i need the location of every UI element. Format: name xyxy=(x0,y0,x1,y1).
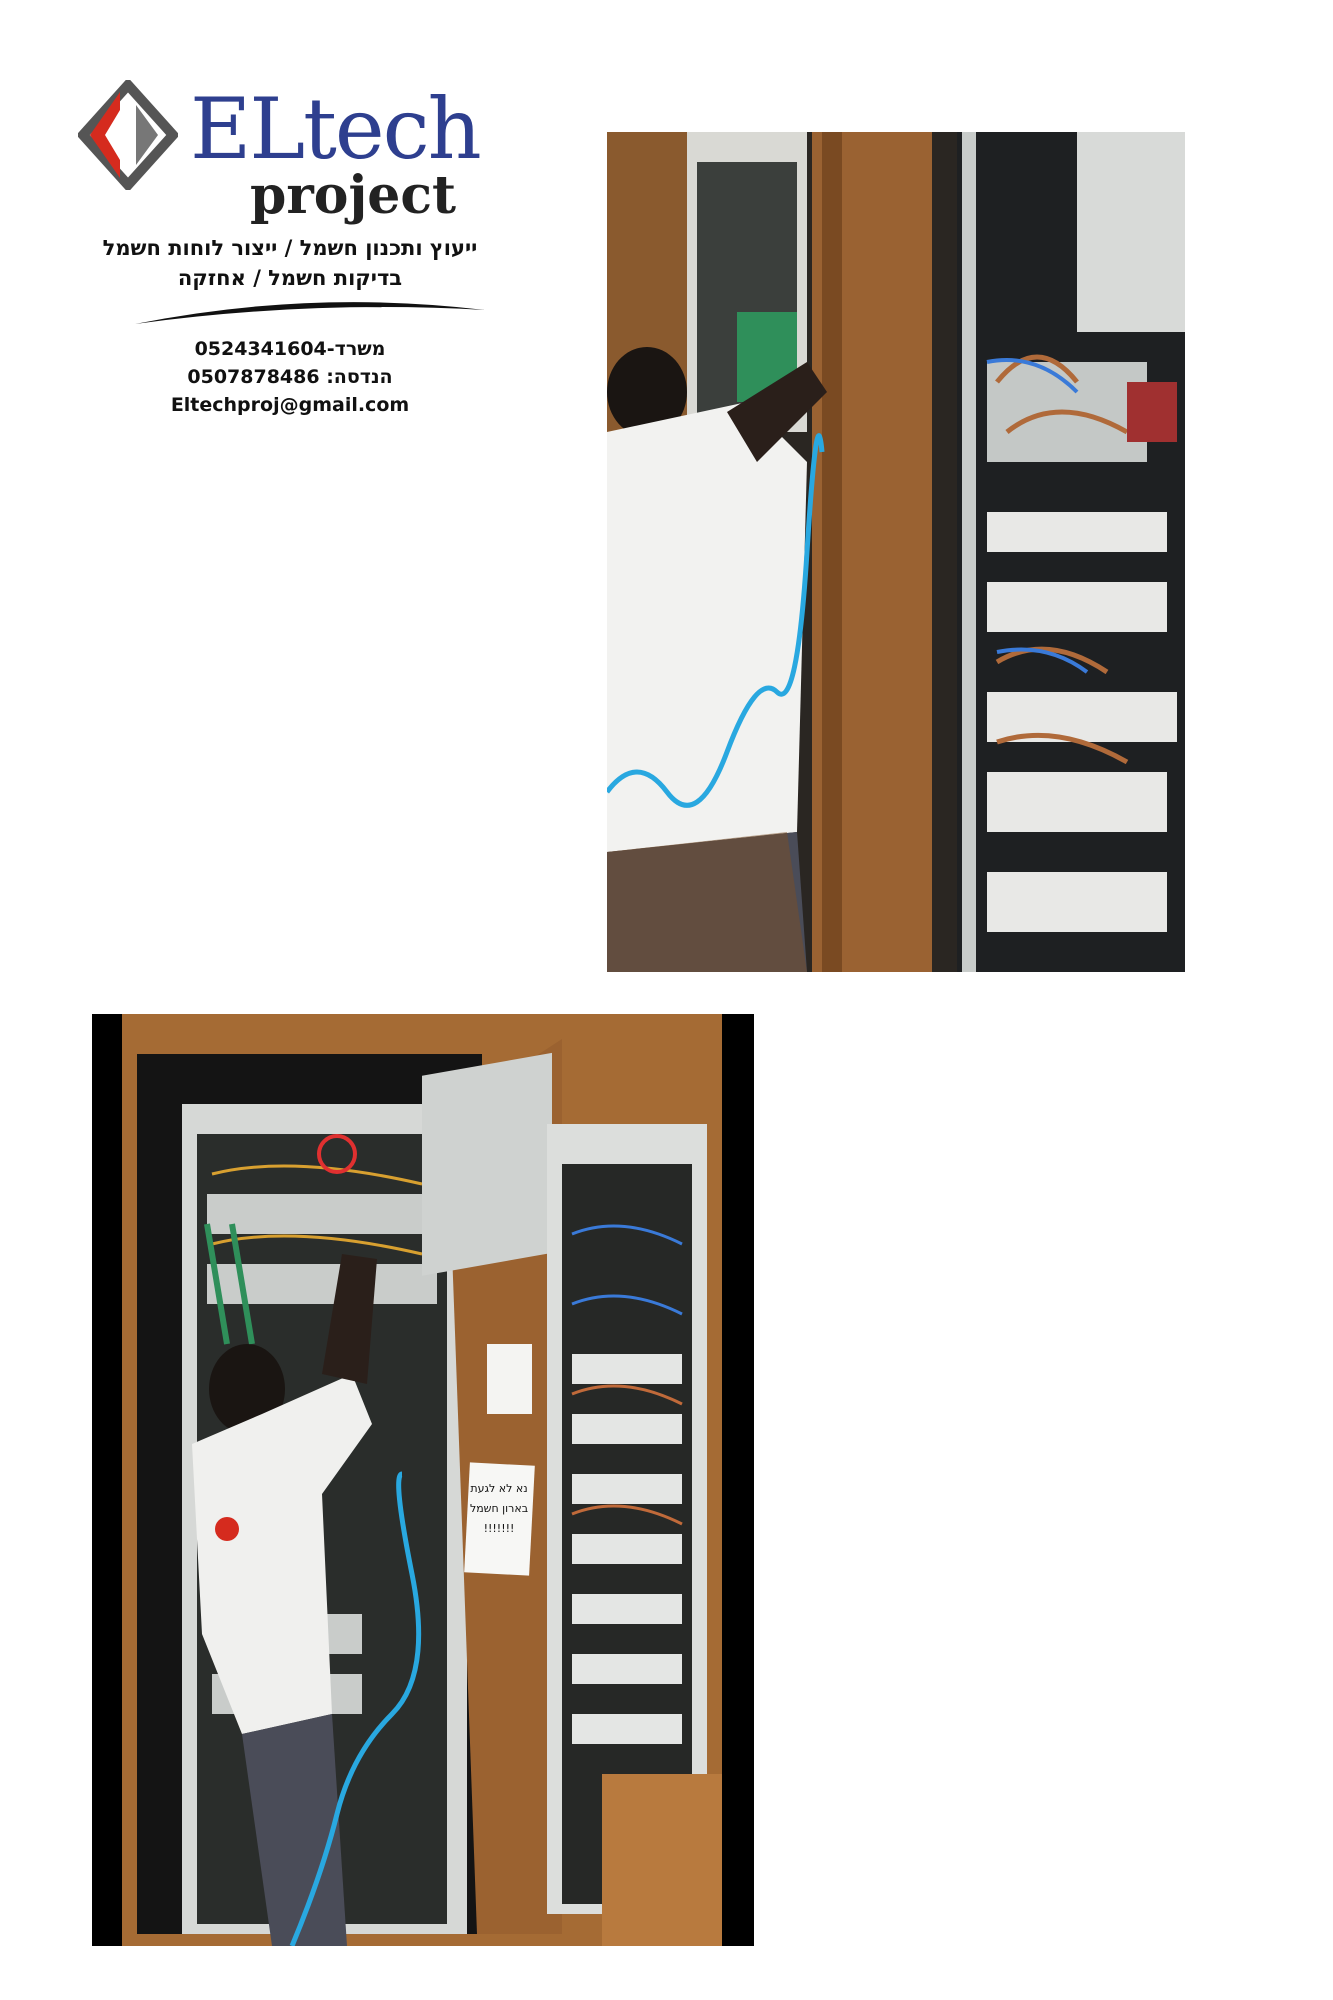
brand-subtitle: project xyxy=(250,165,457,226)
warning-sign-line-3: !!!!!!! xyxy=(483,1522,515,1535)
photo-icon xyxy=(92,1014,754,1946)
contact-email[interactable]: Eltechproj@gmail.com xyxy=(170,394,410,416)
services-line-2: בדיקות חשמל / אחזקה xyxy=(177,266,403,290)
services-line-1: ייעוץ ותכנון חשמל / ייצור לוחות חשמל xyxy=(102,236,478,260)
office-phone: משרד-0524341604 xyxy=(194,338,386,360)
photo-icon xyxy=(607,132,1185,972)
brand-name: ELtech xyxy=(190,80,480,178)
technician-working-on-panel-closeup xyxy=(607,132,1185,972)
warning-sign-line-2: בארון חשמל xyxy=(469,1502,529,1515)
swoosh-divider xyxy=(130,294,490,330)
engineering-phone: הנדסה: 0507878486 xyxy=(187,366,393,388)
company-logo-block xyxy=(70,70,510,430)
technician-at-electrical-cabinet xyxy=(92,1014,754,1946)
warning-sign-line-1: נא לא לגעת xyxy=(470,1482,528,1495)
diamond-logo-icon xyxy=(78,80,178,190)
